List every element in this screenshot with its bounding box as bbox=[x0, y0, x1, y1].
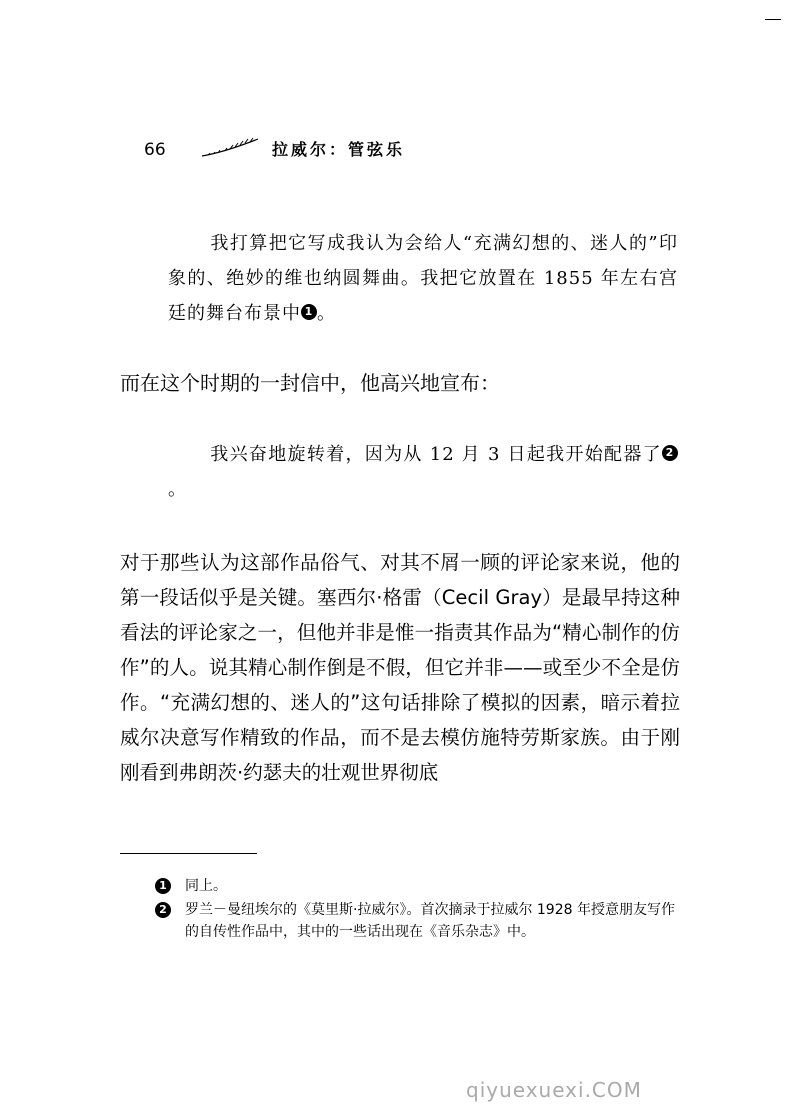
footnote-ref-2: 2 bbox=[662, 445, 678, 461]
block-quote-1: 我打算把它写成我认为会给人“充满幻想的、迷人的”印象的、绝妙的维也纳圆舞曲。我把它放置在 1855 年左右宫廷的舞台布景中 1 。 bbox=[168, 233, 678, 324]
intro-line: 而在这个时期的一封信中，他高兴地宣布： bbox=[120, 371, 500, 395]
block-quote-2: 我兴奋地旋转着，因为从 12 月 3 日起我开始配器了 2。 bbox=[168, 437, 678, 507]
running-title: 拉威尔：管弦乐 bbox=[272, 140, 406, 159]
footnotes bbox=[155, 875, 675, 945]
quote-text: 我打算把它写成我认为会给人“充满幻想的、迷人的”印象的、绝妙的维也纳圆舞曲。我把它放置在 1855 年左右宫廷的舞台布景中 bbox=[168, 233, 678, 324]
page-header bbox=[144, 136, 544, 166]
footnote-text: 同上。 bbox=[185, 878, 227, 894]
body-paragraph: 对于那些认为这部作品俗气、对其不屑一顾的评论家来说，他的第一段话似乎是关键。塞西尔·格雷（Cecil Gray）是最早持这种看法的评论家之一，但他并非是惟一指责其作品为“精心制作的仿作”的人。说其精心制作倒是不假，但它并非——或至少不全是仿作。“充满幻想的、迷人的”这句话排除了模拟的因素，暗示着拉威尔决意写作精致的作品，而不是去模仿施特劳斯家族。由于刚刚看到弗朗茨·约瑟夫的壮观世界彻底 bbox=[120, 551, 680, 784]
footnote-marker: 1 bbox=[155, 878, 171, 894]
footnote-marker: 2 bbox=[155, 902, 171, 918]
corner-rule bbox=[765, 19, 781, 20]
footnote-separator bbox=[120, 853, 257, 854]
quill-icon bbox=[200, 136, 260, 160]
footnote-2 bbox=[155, 899, 675, 943]
footnote-text: 罗兰－曼纽埃尔的《莫里斯·拉威尔》。首次摘录于拉威尔 1928 年授意朋友写作的自传性作品中，其中的一些话出现在《音乐杂志》中。 bbox=[185, 902, 675, 940]
quote-text: 我兴奋地旋转着，因为从 12 月 3 日起我开始配器了 bbox=[210, 444, 662, 465]
footnote-1 bbox=[155, 875, 675, 897]
watermark: qiyuexuexi.COM bbox=[466, 1078, 642, 1102]
footnote-ref-1: 1 bbox=[301, 304, 317, 320]
page-number: 66 bbox=[144, 140, 166, 160]
